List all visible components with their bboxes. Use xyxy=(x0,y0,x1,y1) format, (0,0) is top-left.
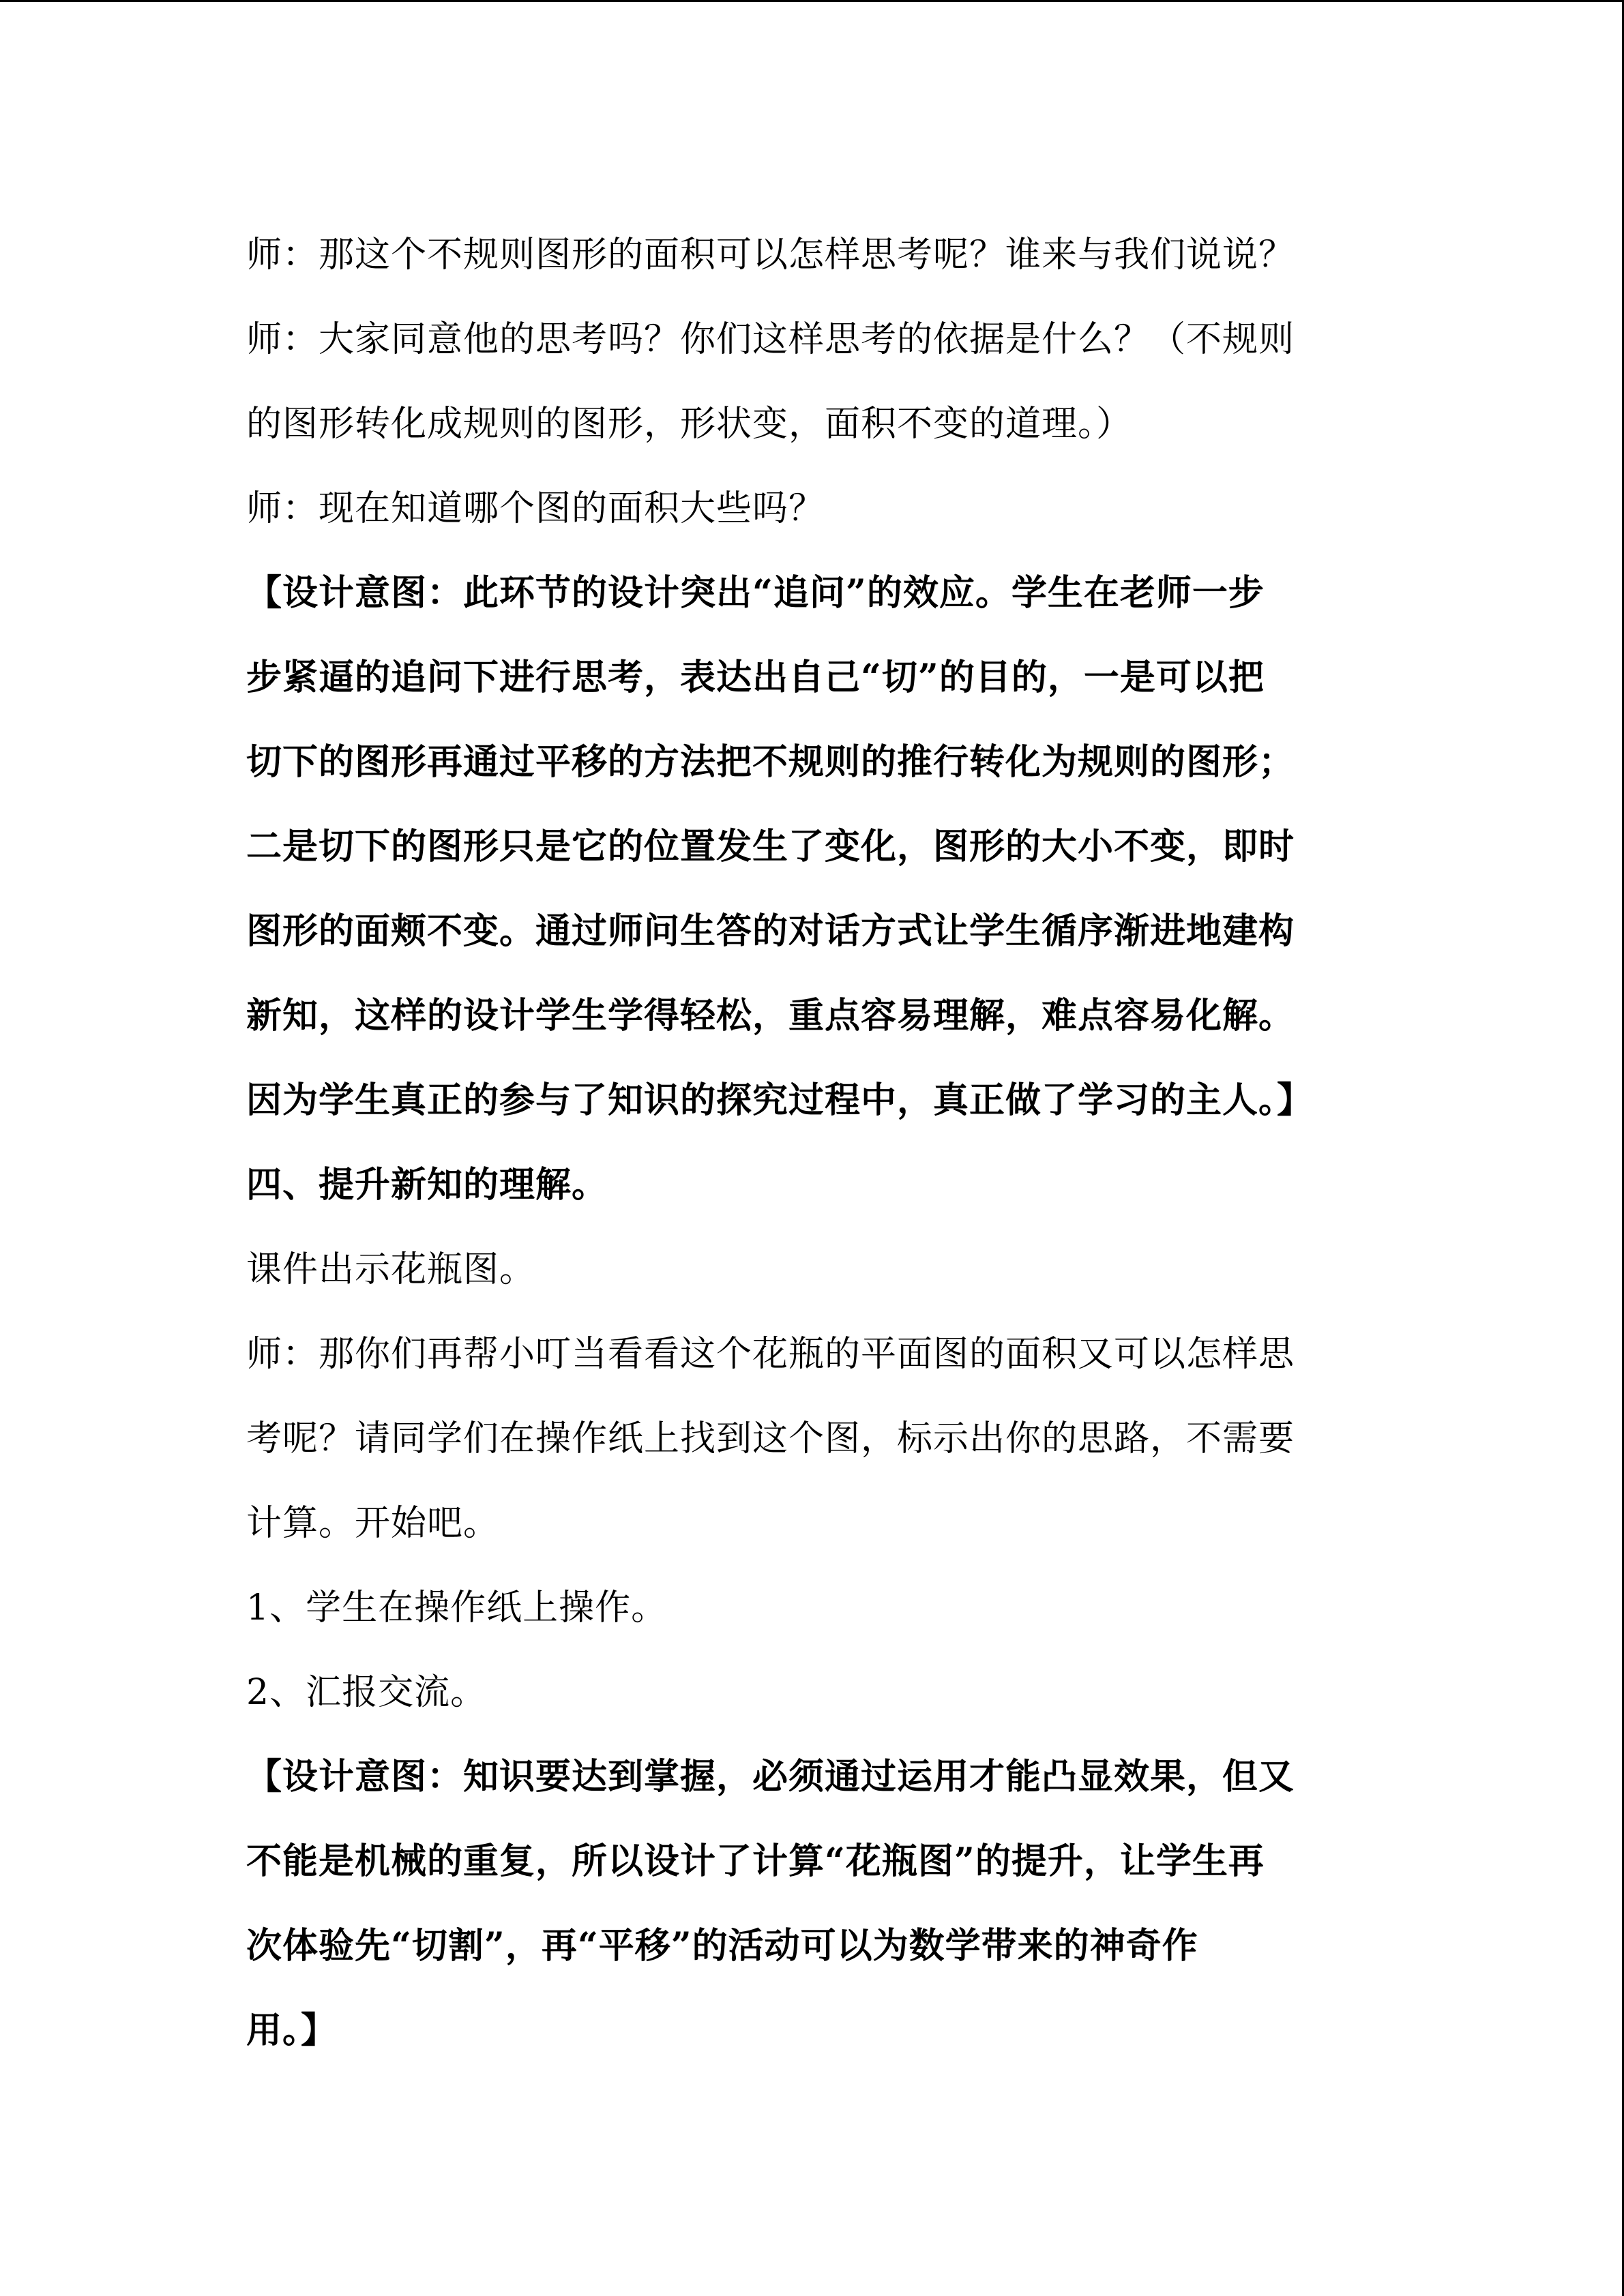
text-line-14: 师：那你们再帮小叮当看看这个花瓶的平面图的面积又可以怎样思 xyxy=(246,1334,1295,1375)
page-top-border xyxy=(0,0,1624,2)
design-intent-2-line-1: 【设计意图：知识要达到掌握，必须通过运用才能凸显效果，但又 xyxy=(246,1756,1295,1798)
design-intent-1-line-6: 新知，这样的设计学生学得轻松，重点容易理解，难点容易化解。 xyxy=(246,995,1295,1037)
design-intent-2-line-4: 用。】 xyxy=(246,2010,338,2051)
section-heading: 四、提升新知的理解。 xyxy=(246,1164,608,1206)
text-line-1: 师：那这个不规则图形的面积可以怎样思考呢？谁来与我们说说？ xyxy=(246,235,1295,275)
design-intent-1-line-5: 图形的面颊不变。通过师问生答的对话方式让学生循序渐进地建构 xyxy=(246,910,1295,952)
text-line-3: 的图形转化成规则的图形，形状变，面积不变的道理。） xyxy=(246,404,1133,445)
text-line-16: 计算。开始吧。 xyxy=(246,1503,500,1544)
list-item-1: 1、学生在操作纸上操作。 xyxy=(246,1587,668,1628)
design-intent-2-line-2: 不能是机械的重复，所以设计了计算“花瓶图”的提升，让学生再 xyxy=(246,1840,1265,1882)
design-intent-1-line-7: 因为学生真正的参与了知识的探究过程中，真正做了学习的主人。】 xyxy=(246,1079,1314,1121)
document-page xyxy=(246,213,1365,2073)
design-intent-1-line-3: 切下的图形再通过平移的方法把不规则的推行转化为规则的图形； xyxy=(246,741,1295,783)
text-line-4: 师：现在知道哪个图的面积大些吗？ xyxy=(246,488,825,529)
text-line-15: 考呢？请同学们在操作纸上找到这个图，标示出你的思路，不需要 xyxy=(246,1418,1295,1459)
design-intent-1-line-4: 二是切下的图形只是它的位置发生了变化，图形的大小不变，即时 xyxy=(246,826,1295,867)
design-intent-1-line-1: 【设计意图：此环节的设计突出“追问”的效应。学生在老师一步 xyxy=(246,572,1265,614)
design-intent-2-line-3: 次体验先“切割”，再“平移”的活动可以为数学带来的神奇作 xyxy=(246,1925,1198,1967)
list-item-2: 2、汇报交流。 xyxy=(246,1672,487,1713)
text-line-2: 师：大家同意他的思考吗？你们这样思考的依据是什么？（不规则 xyxy=(246,319,1295,360)
design-intent-1-line-2: 步紧逼的追问下进行思考，表达出自己“切”的目的，一是可以把 xyxy=(246,657,1265,698)
text-line-13: 课件出示花瓶图。 xyxy=(246,1249,536,1290)
